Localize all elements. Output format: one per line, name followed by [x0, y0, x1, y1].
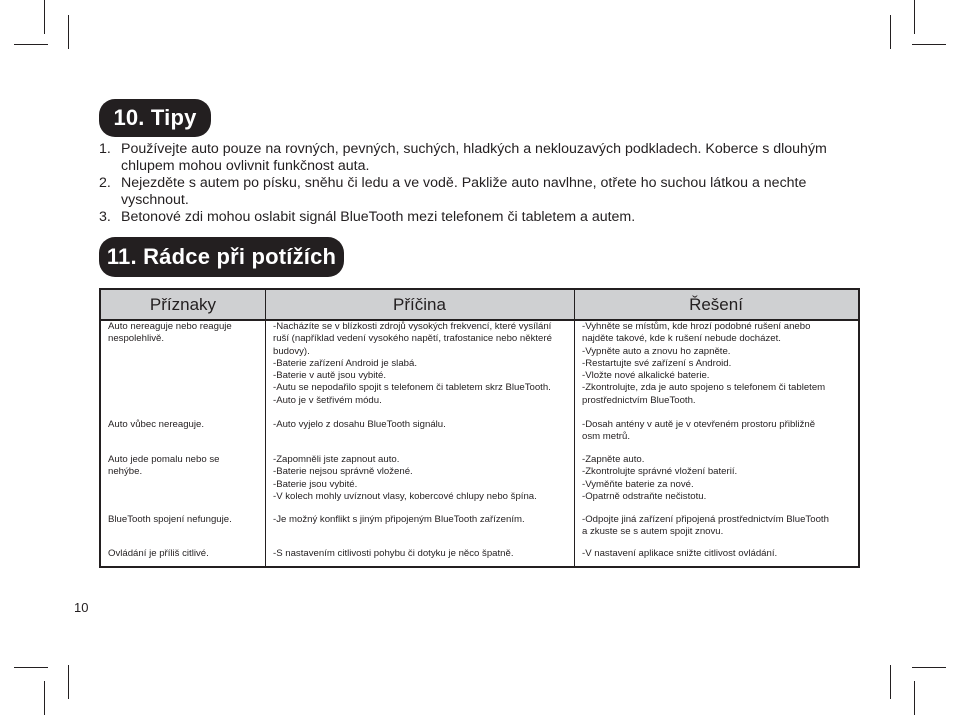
cell-text-line: -Vložte nové alkalické baterie. — [582, 370, 710, 382]
tip-number: 3. — [99, 209, 111, 225]
tip-text-line: chlupem mohou ovlivnit funkčnost auta. — [121, 158, 370, 174]
crop-mark — [14, 667, 48, 668]
cell-text-line: ruší (například vedení vysokého napětí, trafostanice nebo některé — [273, 333, 552, 345]
crop-mark — [68, 15, 69, 49]
cell-text-line: -Baterie jsou vybité. — [273, 478, 358, 490]
tip-text-line: Nejezděte s autem po písku, sněhu či ledu a ve vodě. Pakliže auto navlhne, otřete ho suchou látkou a nechte vyschnout. — [121, 175, 807, 208]
tip-item — [99, 141, 859, 175]
cell-text-line: -V nastavení aplikace snižte citlivost ovládání. — [582, 548, 778, 559]
tip-text-line: Používejte auto pouze na rovných, pevných, suchých, hladkých a neklouzavých podkladech. Koberce s dlouhým — [121, 141, 827, 157]
cell-text-line: Auto nereaguje nebo reaguje — [108, 321, 232, 332]
cell-text-line: -Zkontrolujte správné vložení baterií. — [582, 466, 738, 478]
cell-text-line: a zkuste se s autem spojit znovu. — [582, 526, 724, 538]
tip-number: 1. — [99, 141, 111, 157]
cell-text-line: -Baterie zařízení Android je slabá. — [273, 357, 417, 369]
cell-text-line: osm metrů. — [582, 431, 630, 443]
crop-mark — [914, 681, 915, 715]
cell-text-line: BlueTooth spojení nefunguje. — [108, 514, 232, 525]
cell-text-line: -Restartujte své zařízení s Android. — [582, 357, 732, 369]
column-header-solution: Řešení — [689, 294, 743, 314]
cell-text-line: nehýbe. — [108, 466, 143, 478]
cell-text-line: -Zapněte auto. — [582, 454, 645, 465]
tip-item — [99, 175, 859, 209]
crop-mark — [890, 665, 891, 699]
cell-text-line: -Vypněte auto a znovu ho zapněte. — [582, 345, 731, 357]
cell-text-line: -Dosah antény v autě je v otevřeném prostoru přibližně — [582, 419, 816, 430]
tip-number: 2. — [99, 175, 111, 191]
cell-text-line: Ovládání je příliš citlivé. — [108, 548, 209, 559]
tips-list — [99, 141, 859, 226]
solution-cell — [582, 548, 777, 560]
cell-text-line: -Vyměňte baterie za nové. — [582, 478, 694, 490]
cell-text-line: budovy). — [273, 345, 310, 357]
crop-mark — [890, 15, 891, 49]
symptom-cell — [108, 514, 232, 526]
cell-text-line: -Autu se nepodařilo spojit s telefonem či tabletem skrz BlueTooth. — [273, 382, 551, 394]
crop-mark — [44, 681, 45, 715]
cell-text-line: prostřednictvím BlueTooth. — [582, 394, 696, 406]
solution-cell — [582, 514, 829, 539]
cell-text-line: -Auto vyjelo z dosahu BlueTooth signálu. — [273, 419, 446, 430]
crop-mark — [44, 0, 45, 34]
cell-text-line: najděte takové, kde k rušení nebude docházet. — [582, 333, 781, 345]
tip-text-line: Betonové zdi mohou oslabit signál BlueTooth mezi telefonem či tabletem a autem. — [121, 209, 636, 225]
cell-text-line: -V kolech mohly uvíznout vlasy, kobercové chlupy nebo špína. — [273, 490, 537, 502]
cause-cell — [273, 321, 552, 407]
cell-text-line: -Baterie nejsou správně vložené. — [273, 466, 413, 478]
symptom-cell — [108, 454, 219, 479]
symptom-cell — [108, 321, 232, 346]
crop-mark — [14, 44, 48, 45]
section-title-tips — [99, 99, 211, 137]
column-divider — [265, 290, 266, 566]
symptom-cell — [108, 419, 204, 431]
cell-text-line: -Zkontrolujte, zda je auto spojeno s telefonem či tabletem — [582, 382, 826, 394]
cause-cell — [273, 419, 446, 431]
table-header-row — [101, 290, 858, 321]
section-title-tips-text: 10. Tipy — [113, 105, 197, 130]
solution-cell — [582, 419, 815, 444]
section-title-troubleshooting-text: 11. Rádce při potížích — [106, 244, 337, 269]
cell-text-line: -Odpojte jiná zařízení připojená prostřednictvím BlueTooth — [582, 514, 829, 525]
cell-text-line: -Baterie v autě jsou vybité. — [273, 370, 387, 382]
troubleshooting-table — [99, 288, 860, 568]
section-title-troubleshooting — [99, 237, 344, 277]
crop-mark — [912, 44, 946, 45]
cell-text-line: -Nacházíte se v blízkosti zdrojů vysokých frekvencí, které vysílání — [273, 321, 552, 332]
cell-text-line: Auto jede pomalu nebo se — [108, 454, 220, 465]
column-header-symptoms: Příznaky — [149, 294, 217, 314]
cell-text-line: -Auto je v šetřivém módu. — [273, 394, 382, 406]
symptom-cell — [108, 548, 209, 560]
column-header-cause: Příčina — [393, 294, 446, 314]
cell-text-line: nespolehlivě. — [108, 333, 165, 345]
solution-cell — [582, 454, 737, 503]
page-number: 10 — [74, 600, 89, 615]
cell-text-line: -Zapomněli jste zapnout auto. — [273, 454, 400, 465]
cell-text-line: Auto vůbec nereaguje. — [108, 419, 205, 430]
cause-cell — [273, 514, 525, 526]
crop-mark — [912, 667, 946, 668]
cause-cell — [273, 454, 537, 503]
column-divider — [574, 290, 575, 566]
cell-text-line: -Je možný konflikt s jiným připojeným BlueTooth zařízením. — [273, 514, 525, 525]
cell-text-line: -S nastavením citlivosti pohybu či dotyku je něco špatně. — [273, 548, 514, 559]
crop-mark — [68, 665, 69, 699]
solution-cell — [582, 321, 825, 407]
crop-mark — [914, 0, 915, 34]
tip-item — [99, 209, 859, 226]
cause-cell — [273, 548, 514, 560]
cell-text-line: -Opatrně odstraňte nečistotu. — [582, 490, 707, 502]
cell-text-line: -Vyhněte se místům, kde hrozí podobné rušení anebo — [582, 321, 811, 332]
